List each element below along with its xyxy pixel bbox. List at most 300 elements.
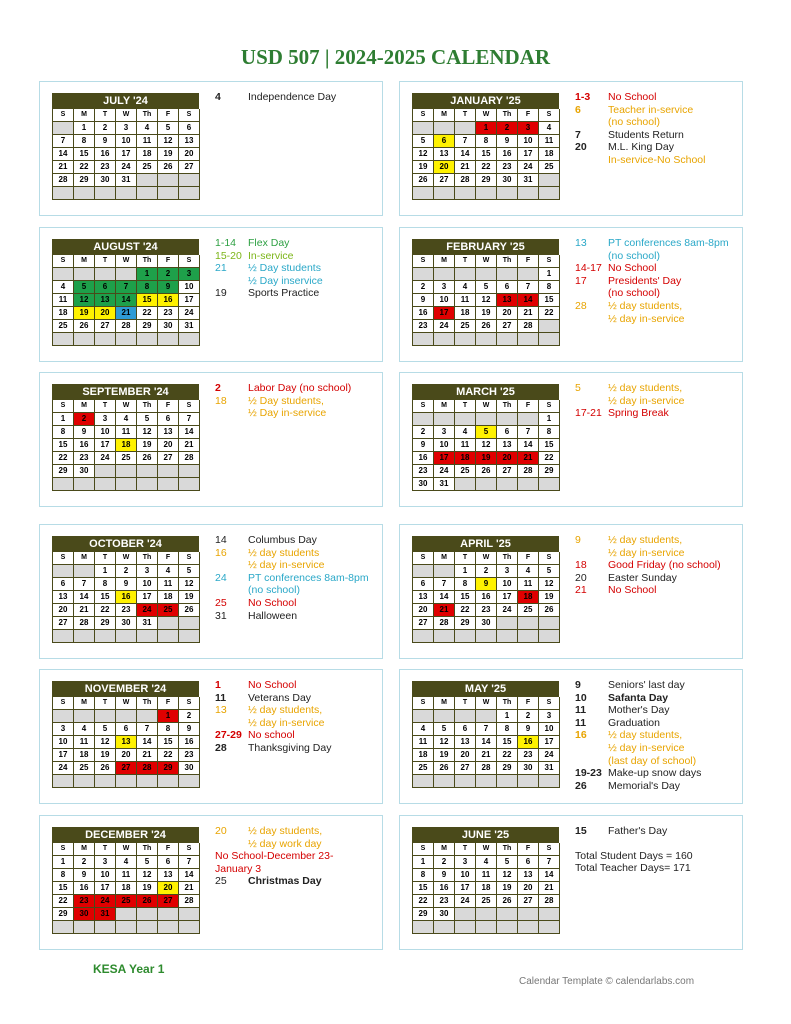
event-notes — [575, 825, 740, 875]
event-text: January 3 — [215, 862, 262, 875]
day-cell: 24 — [95, 895, 116, 908]
day-cell: 7 — [179, 413, 200, 426]
day-cell: 30 — [518, 762, 539, 775]
event-note — [575, 534, 740, 547]
day-cell: 5 — [476, 281, 497, 294]
event-text: In-service-No School — [608, 153, 706, 166]
mini-calendar — [52, 239, 199, 346]
page-title: USD 507 | 2024-2025 CALENDAR — [240, 45, 551, 69]
event-text: No School — [608, 584, 657, 597]
weekday-header: M — [434, 109, 455, 122]
weekday-header: S — [413, 255, 434, 268]
empty-cell — [518, 413, 539, 426]
month-header: MAY '25 — [412, 681, 559, 697]
weekday-header: W — [476, 697, 497, 710]
weekday-header: S — [539, 843, 560, 856]
empty-cell — [497, 268, 518, 281]
mini-calendar — [52, 827, 199, 934]
event-note — [575, 729, 740, 742]
empty-cell — [53, 775, 74, 788]
day-cell: 23 — [158, 307, 179, 320]
event-text: ½ Day in-service — [248, 407, 327, 420]
day-cell: 29 — [413, 908, 434, 921]
event-notes — [215, 382, 380, 420]
event-note — [575, 407, 740, 420]
empty-cell — [74, 630, 95, 643]
event-text: Independence Day — [248, 91, 337, 103]
weekday-header: Th — [497, 697, 518, 710]
day-cell: 29 — [53, 908, 74, 921]
event-text: ½ day students, — [608, 299, 683, 312]
day-cell: 8 — [53, 869, 74, 882]
event-note — [215, 262, 380, 275]
day-grid — [52, 697, 199, 788]
weekday-header: S — [413, 552, 434, 565]
day-cell: 2 — [116, 565, 137, 578]
weekday-header: M — [74, 697, 95, 710]
empty-cell — [116, 465, 137, 478]
day-cell: 14 — [53, 148, 74, 161]
empty-cell — [95, 710, 116, 723]
day-cell: 20 — [95, 307, 116, 320]
day-cell: 31 — [518, 174, 539, 187]
event-note — [575, 704, 740, 717]
event-text: ½ Day students — [248, 262, 321, 275]
month-panel-december — [39, 815, 383, 950]
day-cell: 11 — [116, 869, 137, 882]
day-cell: 9 — [518, 723, 539, 736]
day-cell: 20 — [179, 148, 200, 161]
day-cell: 22 — [53, 452, 74, 465]
empty-cell — [74, 921, 95, 934]
empty-cell — [95, 630, 116, 643]
empty-cell — [95, 268, 116, 281]
day-cell: 22 — [539, 307, 560, 320]
day-cell: 9 — [476, 578, 497, 591]
day-cell: 12 — [539, 578, 560, 591]
weekday-header: W — [476, 109, 497, 122]
event-date: 24 — [215, 571, 227, 584]
event-text: Presidents' Day — [608, 274, 682, 287]
weekday-header: S — [413, 400, 434, 413]
event-date: 19 — [215, 287, 227, 300]
day-cell: 16 — [74, 439, 95, 452]
day-cell: 23 — [497, 161, 518, 174]
empty-cell — [116, 478, 137, 491]
event-note — [215, 610, 380, 623]
empty-cell — [476, 268, 497, 281]
day-cell: 7 — [476, 723, 497, 736]
day-cell: 24 — [434, 320, 455, 333]
day-cell: 25 — [158, 604, 179, 617]
day-cell: 11 — [455, 439, 476, 452]
empty-cell — [179, 921, 200, 934]
day-cell: 17 — [434, 307, 455, 320]
event-date: 28 — [215, 741, 227, 754]
weekday-header: T — [455, 255, 476, 268]
day-cell: 28 — [74, 617, 95, 630]
empty-cell — [455, 478, 476, 491]
day-cell: 14 — [179, 426, 200, 439]
event-date: 5 — [575, 382, 581, 394]
event-date: 1-14 — [215, 237, 237, 249]
day-cell: 24 — [95, 452, 116, 465]
weekday-header: S — [53, 400, 74, 413]
event-note — [215, 692, 380, 705]
empty-cell — [95, 465, 116, 478]
weekday-header: Th — [137, 843, 158, 856]
weekday-header: F — [518, 109, 539, 122]
event-note — [215, 572, 380, 585]
event-notes — [215, 237, 380, 300]
empty-cell — [95, 478, 116, 491]
day-cell: 16 — [413, 452, 434, 465]
day-cell: 20 — [497, 452, 518, 465]
day-cell: 30 — [497, 174, 518, 187]
empty-cell — [413, 710, 434, 723]
event-date: 18 — [575, 559, 587, 572]
empty-cell — [434, 710, 455, 723]
empty-cell — [518, 617, 539, 630]
weekday-header: T — [455, 400, 476, 413]
day-cell: 26 — [539, 604, 560, 617]
day-cell: 28 — [53, 174, 74, 187]
weekday-header: S — [539, 552, 560, 565]
day-cell: 28 — [455, 174, 476, 187]
day-cell: 27 — [413, 617, 434, 630]
event-text: Easter Sunday — [608, 571, 677, 584]
event-notes — [575, 382, 740, 420]
event-date: 27-29 — [215, 729, 242, 742]
month-panel-november — [39, 669, 383, 804]
day-cell: 11 — [53, 294, 74, 307]
event-notes — [575, 679, 740, 792]
event-date — [215, 717, 248, 730]
event-text: Flex Day — [248, 237, 290, 249]
day-cell: 30 — [476, 617, 497, 630]
event-note — [215, 838, 380, 851]
month-header: JUNE '25 — [412, 827, 559, 843]
empty-cell — [95, 333, 116, 346]
day-cell: 21 — [137, 749, 158, 762]
mini-calendar — [412, 239, 559, 346]
event-date: 17-21 — [575, 407, 602, 420]
day-cell: 8 — [95, 578, 116, 591]
day-cell: 30 — [74, 465, 95, 478]
empty-cell — [539, 320, 560, 333]
day-cell: 7 — [53, 135, 74, 148]
empty-cell — [434, 268, 455, 281]
month-panel-march — [399, 372, 743, 507]
day-cell: 6 — [497, 281, 518, 294]
month-header: NOVEMBER '24 — [52, 681, 199, 697]
month-panel-january — [399, 81, 743, 216]
day-cell: 15 — [413, 882, 434, 895]
event-notes — [215, 534, 380, 622]
empty-cell — [158, 630, 179, 643]
day-cell: 4 — [116, 856, 137, 869]
event-note — [215, 875, 380, 888]
day-cell: 2 — [434, 856, 455, 869]
event-note — [575, 250, 740, 263]
day-cell: 21 — [539, 882, 560, 895]
empty-cell — [455, 921, 476, 934]
empty-cell — [497, 617, 518, 630]
month-panel-june — [399, 815, 743, 950]
day-cell: 24 — [539, 749, 560, 762]
day-cell: 4 — [158, 565, 179, 578]
day-cell: 3 — [137, 565, 158, 578]
empty-cell — [74, 333, 95, 346]
day-cell: 2 — [413, 426, 434, 439]
empty-cell — [434, 413, 455, 426]
empty-cell — [137, 710, 158, 723]
empty-cell — [74, 710, 95, 723]
day-cell: 31 — [95, 908, 116, 921]
event-date: 11 — [575, 704, 587, 717]
day-cell: 17 — [455, 882, 476, 895]
day-cell: 18 — [518, 591, 539, 604]
day-cell: 7 — [434, 578, 455, 591]
day-cell: 30 — [434, 908, 455, 921]
day-cell: 22 — [476, 161, 497, 174]
weekday-header: F — [518, 552, 539, 565]
weekday-header: S — [179, 697, 200, 710]
day-cell: 22 — [53, 895, 74, 908]
event-text: PT conferences 8am-8pm — [608, 237, 729, 249]
day-cell: 14 — [116, 294, 137, 307]
day-cell: 3 — [518, 122, 539, 135]
day-cell: 8 — [413, 869, 434, 882]
empty-cell — [497, 921, 518, 934]
empty-cell — [137, 174, 158, 187]
event-note — [215, 584, 380, 597]
day-grid — [52, 109, 199, 200]
empty-cell — [413, 630, 434, 643]
weekday-header: W — [116, 109, 137, 122]
event-text: Safanta Day — [608, 691, 669, 704]
day-cell: 30 — [158, 320, 179, 333]
day-cell: 5 — [137, 413, 158, 426]
day-cell: 16 — [518, 736, 539, 749]
event-note — [215, 679, 380, 692]
weekday-header: Th — [497, 552, 518, 565]
mini-calendar — [412, 93, 559, 200]
day-cell: 13 — [179, 135, 200, 148]
empty-cell — [74, 268, 95, 281]
event-date — [575, 250, 608, 263]
empty-cell — [137, 908, 158, 921]
day-cell: 17 — [95, 882, 116, 895]
empty-cell — [158, 187, 179, 200]
day-cell: 12 — [158, 135, 179, 148]
weekday-header: S — [413, 109, 434, 122]
empty-cell — [539, 630, 560, 643]
empty-cell — [539, 174, 560, 187]
event-date: 20 — [575, 571, 587, 584]
weekday-header: T — [95, 697, 116, 710]
empty-cell — [413, 122, 434, 135]
weekday-header: S — [179, 400, 200, 413]
day-cell: 6 — [95, 281, 116, 294]
day-cell: 20 — [413, 604, 434, 617]
event-note — [575, 780, 740, 793]
day-cell: 1 — [74, 122, 95, 135]
day-cell: 20 — [518, 882, 539, 895]
day-cell: 18 — [116, 882, 137, 895]
day-cell: 18 — [539, 148, 560, 161]
event-text: Teacher in-service — [608, 103, 694, 116]
note-spacer — [575, 838, 740, 850]
day-cell: 3 — [455, 856, 476, 869]
day-cell: 6 — [518, 856, 539, 869]
day-cell: 16 — [497, 148, 518, 161]
event-text: (no school) — [608, 287, 660, 300]
day-cell: 19 — [158, 148, 179, 161]
day-cell: 28 — [476, 762, 497, 775]
event-text: (last day of school) — [608, 754, 697, 767]
day-cell: 1 — [53, 413, 74, 426]
event-note — [575, 154, 740, 167]
weekday-header: M — [74, 400, 95, 413]
month-panel-may — [399, 669, 743, 804]
empty-cell — [455, 908, 476, 921]
day-cell: 29 — [53, 465, 74, 478]
event-date: 28 — [575, 299, 587, 312]
day-cell: 23 — [434, 895, 455, 908]
weekday-header: S — [539, 109, 560, 122]
day-cell: 25 — [413, 762, 434, 775]
day-cell: 21 — [116, 307, 137, 320]
event-note — [215, 250, 380, 263]
day-cell: 18 — [476, 882, 497, 895]
day-cell: 29 — [497, 762, 518, 775]
event-note — [215, 729, 380, 742]
event-note — [215, 534, 380, 547]
day-cell: 13 — [158, 869, 179, 882]
day-cell: 12 — [137, 426, 158, 439]
empty-cell — [539, 921, 560, 934]
day-cell: 27 — [53, 617, 74, 630]
empty-cell — [497, 333, 518, 346]
day-cell: 23 — [179, 749, 200, 762]
event-note — [215, 559, 380, 572]
day-cell: 25 — [74, 762, 95, 775]
day-cell: 19 — [476, 452, 497, 465]
day-cell: 13 — [497, 439, 518, 452]
day-grid — [52, 255, 199, 346]
empty-cell — [476, 333, 497, 346]
empty-cell — [137, 775, 158, 788]
event-text: ½ day in-service — [248, 559, 325, 572]
empty-cell — [518, 333, 539, 346]
day-cell: 24 — [179, 307, 200, 320]
weekday-header: S — [53, 109, 74, 122]
day-cell: 17 — [518, 148, 539, 161]
day-cell: 10 — [137, 578, 158, 591]
event-date: 11 — [575, 716, 587, 729]
day-cell: 5 — [413, 135, 434, 148]
empty-cell — [518, 630, 539, 643]
event-date: 2 — [215, 382, 221, 394]
day-cell: 6 — [434, 135, 455, 148]
day-cell: 20 — [158, 882, 179, 895]
event-note — [575, 313, 740, 326]
day-cell: 21 — [518, 452, 539, 465]
month-panel-july — [39, 81, 383, 216]
day-cell: 27 — [455, 762, 476, 775]
day-cell: 27 — [116, 762, 137, 775]
day-cell: 9 — [179, 723, 200, 736]
day-cell: 18 — [455, 307, 476, 320]
event-note — [575, 91, 740, 104]
event-text: M.L. King Day — [608, 141, 674, 154]
weekday-header: Th — [137, 697, 158, 710]
event-date: 7 — [575, 128, 581, 141]
day-cell: 19 — [137, 439, 158, 452]
day-cell: 24 — [53, 762, 74, 775]
day-cell: 1 — [539, 268, 560, 281]
day-cell: 3 — [434, 281, 455, 294]
event-text: Labor Day (no school) — [248, 382, 352, 394]
day-cell: 1 — [539, 413, 560, 426]
event-text: Good Friday (no school) — [608, 559, 721, 572]
day-cell: 12 — [497, 869, 518, 882]
day-cell: 27 — [518, 895, 539, 908]
day-cell: 13 — [53, 591, 74, 604]
empty-cell — [116, 333, 137, 346]
day-cell: 16 — [413, 307, 434, 320]
event-date — [215, 584, 248, 597]
day-cell: 2 — [74, 413, 95, 426]
weekday-header: S — [179, 552, 200, 565]
empty-cell — [434, 122, 455, 135]
day-cell: 22 — [497, 749, 518, 762]
event-date: 17 — [575, 274, 587, 287]
event-date: 20 — [575, 141, 587, 154]
event-date — [575, 287, 608, 300]
day-cell: 3 — [497, 565, 518, 578]
event-notes — [215, 91, 380, 104]
event-note — [575, 116, 740, 129]
day-cell: 12 — [476, 294, 497, 307]
empty-cell — [455, 710, 476, 723]
day-cell: 7 — [116, 281, 137, 294]
day-cell: 4 — [413, 723, 434, 736]
day-cell: 17 — [116, 148, 137, 161]
day-cell: 9 — [434, 869, 455, 882]
day-cell: 24 — [434, 465, 455, 478]
empty-cell — [476, 187, 497, 200]
day-cell: 25 — [137, 161, 158, 174]
day-cell: 30 — [179, 762, 200, 775]
day-grid — [412, 843, 559, 934]
day-cell: 9 — [74, 426, 95, 439]
event-date — [575, 154, 608, 167]
empty-cell — [116, 268, 137, 281]
day-cell: 26 — [137, 452, 158, 465]
day-cell: 15 — [476, 148, 497, 161]
day-cell: 28 — [518, 320, 539, 333]
month-panel-april — [399, 524, 743, 659]
month-panel-august — [39, 227, 383, 362]
day-cell: 2 — [74, 856, 95, 869]
day-cell: 6 — [413, 578, 434, 591]
day-grid — [52, 552, 199, 643]
event-note — [575, 559, 740, 572]
day-cell: 2 — [179, 710, 200, 723]
weekday-header: S — [413, 843, 434, 856]
